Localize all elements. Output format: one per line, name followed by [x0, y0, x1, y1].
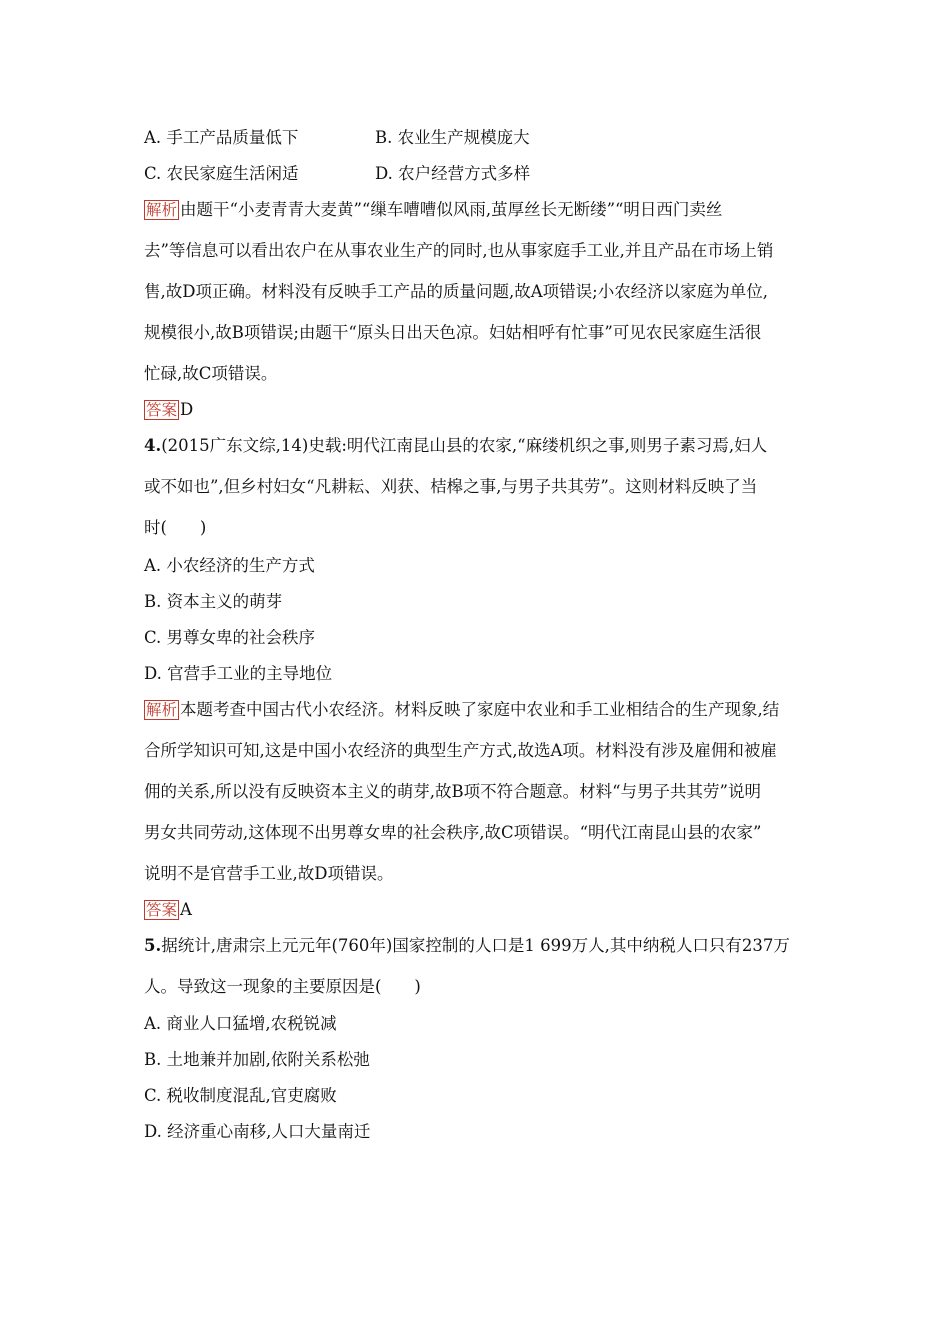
q3-analysis-line-1 — [144, 199, 722, 221]
q5-stem-line-1 — [144, 935, 790, 957]
q3-analysis-line-2: 去”等信息可以看出农户在从事农业生产的同时,也从事家庭手工业,并且产品在市场上销 — [144, 241, 774, 260]
q4-analysis-line-2: 合所学知识可知,这是中国小农经济的典型生产方式,故选A项。材料没有涉及雇佣和被雇 — [144, 741, 777, 760]
q3-option-c: C. 农民家庭生活闲适 — [144, 164, 299, 183]
q4-answer — [144, 899, 192, 921]
q3-option-a: A. 手工产品质量低下 — [144, 128, 299, 147]
q4-analysis-line-3: 佣的关系,所以没有反映资本主义的萌芽,故B项不符合题意。材料“与男子共其劳”说明 — [144, 782, 761, 801]
q3-analysis-line-4: 规模很小,故B项错误;由题干“原头日出天色凉。妇姑相呼有忙事”可见农民家庭生活很 — [144, 323, 762, 342]
q5-option-c: C. 税收制度混乱,官吏腐败 — [144, 1086, 337, 1105]
q4-stem-text-1: (2015广东文综,14)史载:明代江南昆山县的农家,“麻缕机织之事,则男子素习焉,妇人 — [161, 436, 768, 455]
q3-analysis-text-1: 由题干“小麦青青大麦黄”“缫车嘈嘈似风雨,茧厚丝长无断缕”“明日西门卖丝 — [180, 200, 723, 219]
q5-stem-text-1: 据统计,唐肃宗上元元年(760年)国家控制的人口是1 699万人,其中纳税人口只有237万 — [161, 936, 790, 955]
q5-option-b: B. 土地兼并加剧,依附关系松弛 — [144, 1050, 370, 1069]
q4-stem-line-2: 或不如也”,但乡村妇女“凡耕耘、刈获、桔槔之事,与男子共其劳”。这则材料反映了当 — [144, 477, 758, 496]
q3-option-b: B. 农业生产规模庞大 — [375, 128, 530, 147]
q4-analysis-line-4: 男女共同劳动,这体现不出男尊女卑的社会秩序,故C项错误。“明代江南昆山县的农家” — [144, 823, 762, 842]
q4-option-d: D. 官营手工业的主导地位 — [144, 664, 333, 683]
q4-analysis-text-1: 本题考查中国古代小农经济。材料反映了家庭中农业和手工业相结合的生产现象,结 — [180, 700, 780, 719]
q5-option-a: A. 商业人口猛增,农税锐减 — [144, 1014, 337, 1033]
q3-analysis-line-3: 售,故D项正确。材料没有反映手工产品的质量问题,故A项错误;小农经济以家庭为单位, — [144, 282, 768, 301]
q3-answer-value: D — [180, 400, 194, 419]
analysis-tag: 解析 — [146, 701, 178, 719]
q4-analysis-line-5: 说明不是官营手工业,故D项错误。 — [144, 864, 394, 883]
q3-option-d: D. 农户经营方式多样 — [375, 164, 531, 183]
q4-answer-value: A — [180, 900, 192, 919]
q3-answer — [144, 399, 193, 421]
q5-number: 5. — [144, 936, 162, 955]
q4-analysis-line-1 — [144, 699, 779, 721]
q5-stem-line-2: 人。导致这一现象的主要原因是( ) — [144, 977, 421, 996]
q4-number: 4. — [144, 436, 162, 455]
q4-stem-line-3: 时( ) — [144, 518, 207, 537]
answer-tag: 答案 — [146, 401, 178, 419]
q4-stem-line-1 — [144, 435, 767, 457]
q3-analysis-line-5: 忙碌,故C项错误。 — [144, 364, 278, 383]
analysis-tag: 解析 — [146, 201, 178, 219]
q5-option-d: D. 经济重心南移,人口大量南迁 — [144, 1122, 371, 1141]
q4-option-b: B. 资本主义的萌芽 — [144, 592, 283, 611]
q4-option-c: C. 男尊女卑的社会秩序 — [144, 628, 316, 647]
answer-tag: 答案 — [146, 901, 178, 919]
q4-option-a: A. 小农经济的生产方式 — [144, 556, 315, 575]
